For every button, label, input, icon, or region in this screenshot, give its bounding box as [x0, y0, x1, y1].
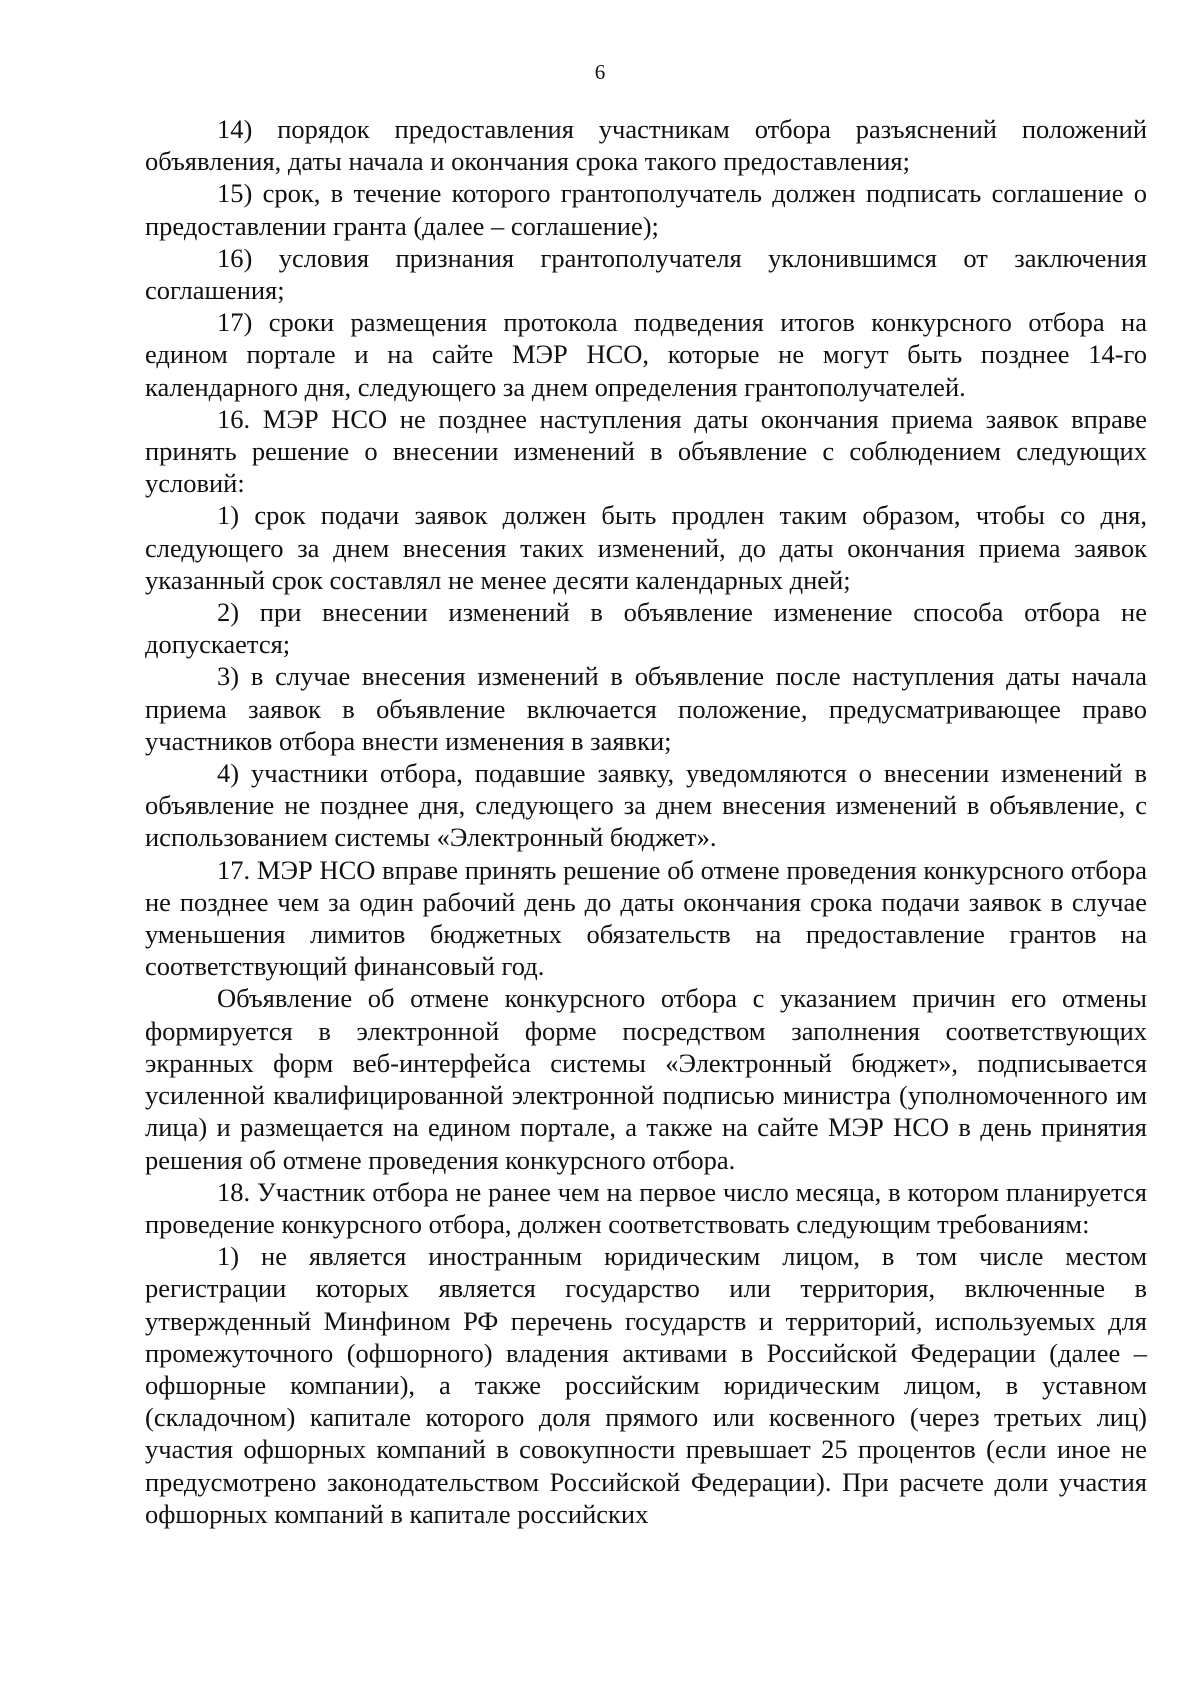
paragraph-condition-1: 1) срок подачи заявок должен быть продлен таким образом, чтобы со дня, следующего за днем внесения таких изменений, до даты окончания приема заявок указанный срок составлял не менее десяти календарных дней;	[145, 500, 1147, 595]
document-body	[145, 113, 1147, 1530]
paragraph-condition-2: 2) при внесении изменений в объявление изменение способа отбора не допускается;	[145, 597, 1147, 660]
paragraph-condition-3: 3) в случае внесения изменений в объявление после наступления даты начала приема заявок в объявление включается положение, предусматривающее право участников отбора внести изменения в заявки;	[145, 661, 1147, 756]
paragraph-item-15: 15) срок, в течение которого грантополучатель должен подписать соглашение о предоставлении гранта (далее – соглашение);	[145, 178, 1147, 241]
page-number: 6	[594, 60, 606, 84]
paragraph-item-14: 14) порядок предоставления участникам отбора разъяснений положений объявления, даты начала и окончания срока такого предоставления;	[145, 114, 1147, 177]
paragraph-item-16: 16) условия признания грантополучателя уклонившимся от заключения соглашения;	[145, 242, 1147, 306]
paragraph-section-16: 16. МЭР НСО не позднее наступления даты окончания приема заявок вправе принять решение о внесении изменений в объявление с соблюдением следующих условий:	[145, 403, 1147, 499]
paragraph-condition-4: 4) участники отбора, подавшие заявку, уведомляются о внесении изменений в объявление не позднее дня, следующего за днем внесения изменений в объявление, с использованием системы «Электронный бюджет».	[145, 758, 1147, 853]
paragraph-cancellation-notice: Объявление об отмене конкурсного отбора с указанием причин его отмены формируется в электронной форме посредством заполнения соответствующих экранных форм веб-интерфейса системы «Электронный бюджет», подписывается усиленной квалифицированной электронной подписью министра (уполномоченного им лица) и размещается на едином портале, а также на сайте МЭР НСО в день принятия решения об отмене проведения конкурсного отбора.	[145, 983, 1147, 1175]
paragraph-section-17: 17. МЭР НСО вправе принять решение об отмене проведения конкурсного отбора не позднее чем за один рабочий день до даты окончания срока подачи заявок в случае уменьшения лимитов бюджетных обязательств на предоставление грантов на соответствующий финансовый год.	[145, 854, 1147, 982]
paragraph-section-18: 18. Участник отбора не ранее чем на первое число месяца, в котором планируется проведение конкурсного отбора, должен соответствовать следующим требованиям:	[145, 1176, 1147, 1239]
paragraph-item-17: 17) сроки размещения протокола подведения итогов конкурсного отбора на едином портале и на сайте МЭР НСО, которые не могут быть позднее 14-го календарного дня, следующего за днем определения грантополучателей.	[145, 307, 1147, 402]
paragraph-requirement-1: 1) не является иностранным юридическим лицом, в том числе местом регистрации которых является государство или территория, включенные в утвержденный Минфином РФ перечень государств и территорий, используемых для промежуточного (офшорного) владения активами в Российской Федерации (далее – офшорные компании), а также российским юридическим лицом, в уставном (складочном) капитале которого доля прямого или косвенного (через третьих лиц) участия офшорных компаний в совокупности превышает 25 процентов (если иное не предусмотрено законодательством Российской Федерации). При расчете доли участия офшорных компаний в капитале российских	[145, 1241, 1147, 1529]
